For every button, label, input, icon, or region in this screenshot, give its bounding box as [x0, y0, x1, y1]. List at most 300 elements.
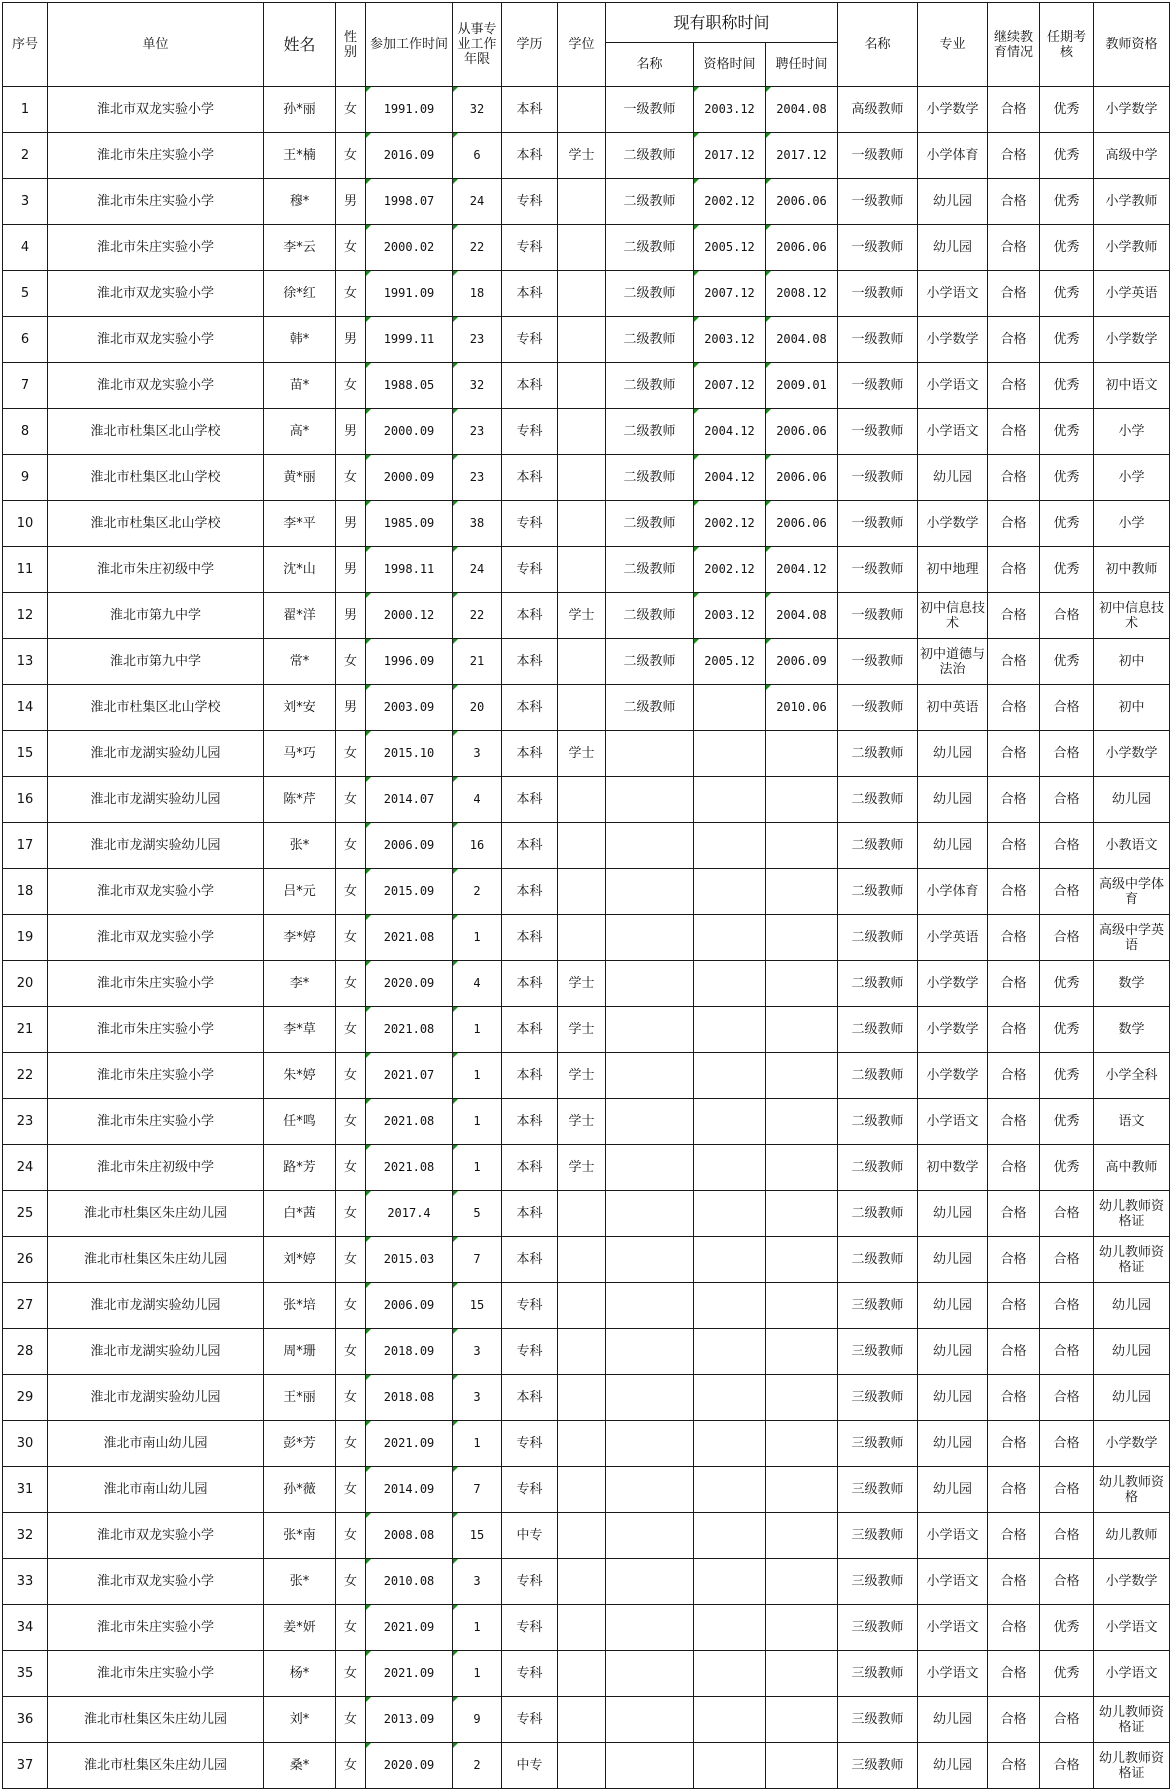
cell-years: 22: [453, 593, 502, 639]
cell-work-start: 2020.09: [366, 1743, 453, 1789]
cell-continuing-education: 合格: [988, 961, 1040, 1007]
cell-qualification-time: [694, 1145, 766, 1191]
cell-teacher-cert: 幼儿园: [1094, 1375, 1170, 1421]
cell-teacher-cert: 小学教师: [1094, 225, 1170, 271]
cell-education: 专科: [502, 225, 558, 271]
cell-education: 专科: [502, 1283, 558, 1329]
cell-teacher-cert: 小学数学: [1094, 317, 1170, 363]
cell-continuing-education: 合格: [988, 133, 1040, 179]
cell-apply-title: 三级教师: [838, 1605, 918, 1651]
cell-unit: 淮北市朱庄实验小学: [48, 225, 264, 271]
cell-seq: 5: [3, 271, 48, 317]
cell-major: 幼儿园: [918, 1697, 988, 1743]
cell-work-start: 2014.07: [366, 777, 453, 823]
cell-years: 2: [453, 1743, 502, 1789]
cell-education: 专科: [502, 501, 558, 547]
cell-work-start: 2020.09: [366, 961, 453, 1007]
cell-gender: 男: [336, 317, 366, 363]
cell-qualification-time: [694, 1099, 766, 1145]
cell-work-start: 2021.09: [366, 1605, 453, 1651]
cell-unit: 淮北市双龙实验小学: [48, 869, 264, 915]
cell-name: 吕*元: [264, 869, 336, 915]
cell-years: 5: [453, 1191, 502, 1237]
cell-assessment: 合格: [1040, 1329, 1094, 1375]
cell-assessment: 优秀: [1040, 639, 1094, 685]
cell-major: 幼儿园: [918, 1191, 988, 1237]
cell-apply-title: 一级教师: [838, 593, 918, 639]
header-gender: 性别: [336, 3, 366, 87]
teacher-title-table: [2, 2, 1170, 1789]
cell-years: 1: [453, 1651, 502, 1697]
cell-education: 专科: [502, 317, 558, 363]
cell-continuing-education: 合格: [988, 271, 1040, 317]
cell-assessment: 优秀: [1040, 317, 1094, 363]
cell-education: 本科: [502, 1191, 558, 1237]
cell-assessment: 优秀: [1040, 179, 1094, 225]
cell-years: 1: [453, 915, 502, 961]
cell-apply-title: 一级教师: [838, 179, 918, 225]
cell-years: 23: [453, 455, 502, 501]
table-row: [3, 731, 1170, 777]
cell-seq: 11: [3, 547, 48, 593]
cell-name: 张*南: [264, 1513, 336, 1559]
cell-major: 幼儿园: [918, 823, 988, 869]
cell-qualification-time: [694, 1513, 766, 1559]
cell-name: 朱*婷: [264, 1053, 336, 1099]
cell-teacher-cert: 语文: [1094, 1099, 1170, 1145]
cell-name: 李*云: [264, 225, 336, 271]
cell-name: 李*平: [264, 501, 336, 547]
cell-major: 小学语文: [918, 1099, 988, 1145]
cell-current-title: 二级教师: [606, 271, 694, 317]
table-row: [3, 409, 1170, 455]
cell-hire-time: [766, 961, 838, 1007]
cell-degree: [558, 271, 606, 317]
cell-education: 本科: [502, 961, 558, 1007]
document-page: [2, 2, 1170, 1789]
cell-work-start: 2010.08: [366, 1559, 453, 1605]
cell-current-title: [606, 1697, 694, 1743]
header-unit: 单位: [48, 3, 264, 87]
cell-hire-time: 2006.06: [766, 455, 838, 501]
cell-work-start: 2000.09: [366, 455, 453, 501]
cell-current-title: 二级教师: [606, 501, 694, 547]
cell-current-title: 二级教师: [606, 639, 694, 685]
cell-degree: [558, 1283, 606, 1329]
cell-unit: 淮北市双龙实验小学: [48, 271, 264, 317]
table-row: [3, 593, 1170, 639]
cell-unit: 淮北市杜集区北山学校: [48, 685, 264, 731]
cell-continuing-education: 合格: [988, 225, 1040, 271]
cell-gender: 女: [336, 869, 366, 915]
cell-name: 杨*: [264, 1651, 336, 1697]
cell-name: 李*: [264, 961, 336, 1007]
cell-years: 2: [453, 869, 502, 915]
cell-teacher-cert: 高级中学英语: [1094, 915, 1170, 961]
cell-degree: [558, 1743, 606, 1789]
cell-work-start: 2008.08: [366, 1513, 453, 1559]
cell-current-title: 二级教师: [606, 409, 694, 455]
cell-seq: 10: [3, 501, 48, 547]
cell-education: 本科: [502, 869, 558, 915]
cell-gender: 女: [336, 1099, 366, 1145]
cell-seq: 35: [3, 1651, 48, 1697]
table-row: [3, 271, 1170, 317]
cell-teacher-cert: 小学英语: [1094, 271, 1170, 317]
cell-assessment: 优秀: [1040, 1007, 1094, 1053]
table-row: [3, 225, 1170, 271]
cell-hire-time: [766, 1329, 838, 1375]
cell-hire-time: [766, 777, 838, 823]
cell-current-title: [606, 869, 694, 915]
cell-major: 幼儿园: [918, 1329, 988, 1375]
cell-degree: [558, 363, 606, 409]
cell-unit: 淮北市龙湖实验幼儿园: [48, 1283, 264, 1329]
cell-qualification-time: 2007.12: [694, 271, 766, 317]
cell-education: 本科: [502, 1053, 558, 1099]
cell-apply-title: 二级教师: [838, 1191, 918, 1237]
cell-years: 15: [453, 1513, 502, 1559]
cell-degree: [558, 1513, 606, 1559]
cell-hire-time: 2004.12: [766, 547, 838, 593]
cell-gender: 女: [336, 1375, 366, 1421]
cell-name: 路*芳: [264, 1145, 336, 1191]
cell-major: 幼儿园: [918, 1421, 988, 1467]
cell-name: 黄*丽: [264, 455, 336, 501]
cell-hire-time: 2004.08: [766, 87, 838, 133]
cell-degree: [558, 87, 606, 133]
cell-years: 3: [453, 731, 502, 777]
cell-qualification-time: [694, 869, 766, 915]
cell-years: 32: [453, 87, 502, 133]
cell-degree: [558, 823, 606, 869]
cell-hire-time: [766, 1651, 838, 1697]
cell-current-title: [606, 961, 694, 1007]
cell-name: 张*: [264, 823, 336, 869]
cell-name: 徐*红: [264, 271, 336, 317]
cell-current-title: [606, 1007, 694, 1053]
cell-gender: 女: [336, 133, 366, 179]
cell-years: 1: [453, 1007, 502, 1053]
cell-work-start: 2021.08: [366, 1099, 453, 1145]
cell-current-title: 二级教师: [606, 685, 694, 731]
cell-seq: 3: [3, 179, 48, 225]
cell-name: 刘*安: [264, 685, 336, 731]
cell-continuing-education: 合格: [988, 1329, 1040, 1375]
cell-degree: [558, 1421, 606, 1467]
cell-unit: 淮北市双龙实验小学: [48, 363, 264, 409]
cell-major: 幼儿园: [918, 1375, 988, 1421]
cell-name: 姜*妍: [264, 1605, 336, 1651]
cell-assessment: 优秀: [1040, 501, 1094, 547]
cell-apply-title: 二级教师: [838, 961, 918, 1007]
cell-assessment: 合格: [1040, 1743, 1094, 1789]
cell-years: 15: [453, 1283, 502, 1329]
table-row: [3, 823, 1170, 869]
cell-seq: 6: [3, 317, 48, 363]
table-row: [3, 869, 1170, 915]
cell-work-start: 2021.08: [366, 1007, 453, 1053]
cell-qualification-time: 2005.12: [694, 639, 766, 685]
cell-gender: 男: [336, 179, 366, 225]
cell-gender: 男: [336, 547, 366, 593]
cell-unit: 淮北市朱庄实验小学: [48, 1007, 264, 1053]
cell-qualification-time: [694, 1605, 766, 1651]
cell-teacher-cert: 小教语文: [1094, 823, 1170, 869]
cell-apply-title: 二级教师: [838, 1007, 918, 1053]
cell-education: 本科: [502, 455, 558, 501]
cell-gender: 女: [336, 1559, 366, 1605]
cell-education: 专科: [502, 409, 558, 455]
cell-hire-time: [766, 731, 838, 777]
cell-gender: 女: [336, 1053, 366, 1099]
cell-teacher-cert: 幼儿园: [1094, 1283, 1170, 1329]
cell-gender: 女: [336, 639, 366, 685]
table-row: [3, 501, 1170, 547]
cell-major: 小学语文: [918, 1651, 988, 1697]
cell-teacher-cert: 初中: [1094, 639, 1170, 685]
cell-name: 张*: [264, 1559, 336, 1605]
cell-education: 中专: [502, 1743, 558, 1789]
cell-qualification-time: [694, 1007, 766, 1053]
cell-continuing-education: 合格: [988, 1053, 1040, 1099]
cell-seq: 20: [3, 961, 48, 1007]
cell-degree: 学士: [558, 1007, 606, 1053]
cell-education: 专科: [502, 179, 558, 225]
cell-current-title: [606, 1421, 694, 1467]
cell-name: 高*: [264, 409, 336, 455]
cell-continuing-education: 合格: [988, 1743, 1040, 1789]
cell-seq: 25: [3, 1191, 48, 1237]
cell-qualification-time: [694, 685, 766, 731]
cell-education: 本科: [502, 1007, 558, 1053]
cell-major: 幼儿园: [918, 777, 988, 823]
cell-current-title: [606, 1651, 694, 1697]
cell-current-title: [606, 1053, 694, 1099]
table-row: [3, 317, 1170, 363]
cell-hire-time: [766, 915, 838, 961]
cell-assessment: 合格: [1040, 1283, 1094, 1329]
header-assessment: 任期考核: [1040, 3, 1094, 87]
cell-work-start: 2003.09: [366, 685, 453, 731]
cell-years: 24: [453, 547, 502, 593]
cell-teacher-cert: 初中: [1094, 685, 1170, 731]
cell-years: 18: [453, 271, 502, 317]
cell-name: 孙*薇: [264, 1467, 336, 1513]
cell-work-start: 1999.11: [366, 317, 453, 363]
table-row: [3, 1053, 1170, 1099]
cell-continuing-education: 合格: [988, 685, 1040, 731]
cell-major: 小学数学: [918, 317, 988, 363]
cell-apply-title: 三级教师: [838, 1513, 918, 1559]
cell-seq: 16: [3, 777, 48, 823]
cell-unit: 淮北市朱庄实验小学: [48, 1053, 264, 1099]
cell-apply-title: 一级教师: [838, 317, 918, 363]
cell-qualification-time: [694, 1237, 766, 1283]
cell-continuing-education: 合格: [988, 1007, 1040, 1053]
cell-major: 初中英语: [918, 685, 988, 731]
cell-teacher-cert: 初中语文: [1094, 363, 1170, 409]
cell-name: 王*楠: [264, 133, 336, 179]
cell-seq: 32: [3, 1513, 48, 1559]
cell-unit: 淮北市第九中学: [48, 593, 264, 639]
cell-gender: 女: [336, 455, 366, 501]
cell-current-title: 二级教师: [606, 363, 694, 409]
cell-work-start: 2021.09: [366, 1651, 453, 1697]
cell-years: 4: [453, 777, 502, 823]
cell-qualification-time: [694, 1191, 766, 1237]
cell-major: 小学语文: [918, 1513, 988, 1559]
cell-teacher-cert: 小学数学: [1094, 1421, 1170, 1467]
cell-apply-title: 二级教师: [838, 1099, 918, 1145]
cell-continuing-education: 合格: [988, 731, 1040, 777]
cell-work-start: 2006.09: [366, 1283, 453, 1329]
cell-assessment: 优秀: [1040, 409, 1094, 455]
cell-assessment: 合格: [1040, 823, 1094, 869]
cell-seq: 4: [3, 225, 48, 271]
cell-hire-time: 2009.01: [766, 363, 838, 409]
table-row: [3, 777, 1170, 823]
cell-work-start: 1998.11: [366, 547, 453, 593]
header-apply-name: 名称: [838, 3, 918, 87]
cell-hire-time: [766, 1743, 838, 1789]
cell-education: 本科: [502, 593, 558, 639]
cell-major: 小学语文: [918, 409, 988, 455]
cell-education: 专科: [502, 1651, 558, 1697]
cell-qualification-time: [694, 1743, 766, 1789]
cell-qualification-time: 2007.12: [694, 363, 766, 409]
cell-seq: 18: [3, 869, 48, 915]
cell-degree: [558, 547, 606, 593]
cell-degree: 学士: [558, 1099, 606, 1145]
cell-apply-title: 二级教师: [838, 915, 918, 961]
cell-degree: [558, 1651, 606, 1697]
cell-continuing-education: 合格: [988, 1099, 1040, 1145]
cell-name: 陈*芹: [264, 777, 336, 823]
cell-qualification-time: 2002.12: [694, 547, 766, 593]
cell-teacher-cert: 数学: [1094, 1007, 1170, 1053]
cell-name: 桑*: [264, 1743, 336, 1789]
header-education: 学历: [502, 3, 558, 87]
cell-education: 本科: [502, 1099, 558, 1145]
cell-assessment: 合格: [1040, 915, 1094, 961]
cell-name: 孙*丽: [264, 87, 336, 133]
table-row: [3, 1283, 1170, 1329]
cell-major: 幼儿园: [918, 225, 988, 271]
cell-degree: 学士: [558, 593, 606, 639]
table-row: [3, 455, 1170, 501]
cell-assessment: 合格: [1040, 593, 1094, 639]
table-row: [3, 1237, 1170, 1283]
cell-major: 幼儿园: [918, 1237, 988, 1283]
cell-unit: 淮北市杜集区北山学校: [48, 455, 264, 501]
cell-continuing-education: 合格: [988, 1145, 1040, 1191]
cell-current-title: [606, 777, 694, 823]
cell-education: 本科: [502, 777, 558, 823]
cell-unit: 淮北市朱庄实验小学: [48, 1605, 264, 1651]
cell-assessment: 优秀: [1040, 87, 1094, 133]
cell-qualification-time: 2005.12: [694, 225, 766, 271]
cell-apply-title: 二级教师: [838, 1145, 918, 1191]
cell-work-start: 1996.09: [366, 639, 453, 685]
cell-continuing-education: 合格: [988, 547, 1040, 593]
table-row: [3, 1099, 1170, 1145]
cell-years: 20: [453, 685, 502, 731]
cell-gender: 女: [336, 1743, 366, 1789]
cell-unit: 淮北市龙湖实验幼儿园: [48, 777, 264, 823]
cell-unit: 淮北市杜集区朱庄幼儿园: [48, 1237, 264, 1283]
header-continuing-education: 继续教育情况: [988, 3, 1040, 87]
header-hire-time: 聘任时间: [766, 43, 838, 87]
cell-teacher-cert: 小学: [1094, 501, 1170, 547]
cell-seq: 34: [3, 1605, 48, 1651]
table-row: [3, 915, 1170, 961]
cell-degree: 学士: [558, 133, 606, 179]
cell-current-title: 二级教师: [606, 547, 694, 593]
cell-education: 本科: [502, 1145, 558, 1191]
cell-current-title: [606, 915, 694, 961]
cell-major: 初中信息技术: [918, 593, 988, 639]
cell-degree: 学士: [558, 1145, 606, 1191]
cell-degree: [558, 639, 606, 685]
cell-degree: [558, 455, 606, 501]
cell-education: 本科: [502, 87, 558, 133]
cell-seq: 28: [3, 1329, 48, 1375]
cell-continuing-education: 合格: [988, 823, 1040, 869]
cell-name: 李*婷: [264, 915, 336, 961]
cell-assessment: 合格: [1040, 1191, 1094, 1237]
cell-continuing-education: 合格: [988, 1237, 1040, 1283]
cell-years: 3: [453, 1329, 502, 1375]
cell-gender: 女: [336, 225, 366, 271]
cell-assessment: 优秀: [1040, 1099, 1094, 1145]
table-row: [3, 363, 1170, 409]
cell-unit: 淮北市朱庄实验小学: [48, 133, 264, 179]
cell-hire-time: [766, 1513, 838, 1559]
cell-continuing-education: 合格: [988, 87, 1040, 133]
cell-work-start: 2015.09: [366, 869, 453, 915]
cell-gender: 男: [336, 409, 366, 455]
table-header: [3, 3, 1170, 87]
cell-gender: 女: [336, 1283, 366, 1329]
cell-major: 幼儿园: [918, 1467, 988, 1513]
cell-seq: 30: [3, 1421, 48, 1467]
cell-apply-title: 三级教师: [838, 1375, 918, 1421]
table-row: [3, 1191, 1170, 1237]
cell-name: 刘*: [264, 1697, 336, 1743]
cell-major: 小学体育: [918, 869, 988, 915]
cell-name: 沈*山: [264, 547, 336, 593]
cell-years: 23: [453, 317, 502, 363]
cell-qualification-time: 2003.12: [694, 87, 766, 133]
cell-education: 专科: [502, 1605, 558, 1651]
cell-unit: 淮北市双龙实验小学: [48, 87, 264, 133]
cell-qualification-time: [694, 1651, 766, 1697]
cell-teacher-cert: 幼儿教师资格证: [1094, 1237, 1170, 1283]
cell-apply-title: 二级教师: [838, 823, 918, 869]
cell-teacher-cert: 高中教师: [1094, 1145, 1170, 1191]
cell-major: 幼儿园: [918, 731, 988, 777]
cell-current-title: 二级教师: [606, 317, 694, 363]
cell-seq: 37: [3, 1743, 48, 1789]
cell-unit: 淮北市双龙实验小学: [48, 1559, 264, 1605]
cell-name: 刘*婷: [264, 1237, 336, 1283]
cell-degree: [558, 1605, 606, 1651]
cell-education: 本科: [502, 1375, 558, 1421]
cell-name: 白*茜: [264, 1191, 336, 1237]
cell-current-title: [606, 731, 694, 777]
cell-teacher-cert: 小学教师: [1094, 179, 1170, 225]
